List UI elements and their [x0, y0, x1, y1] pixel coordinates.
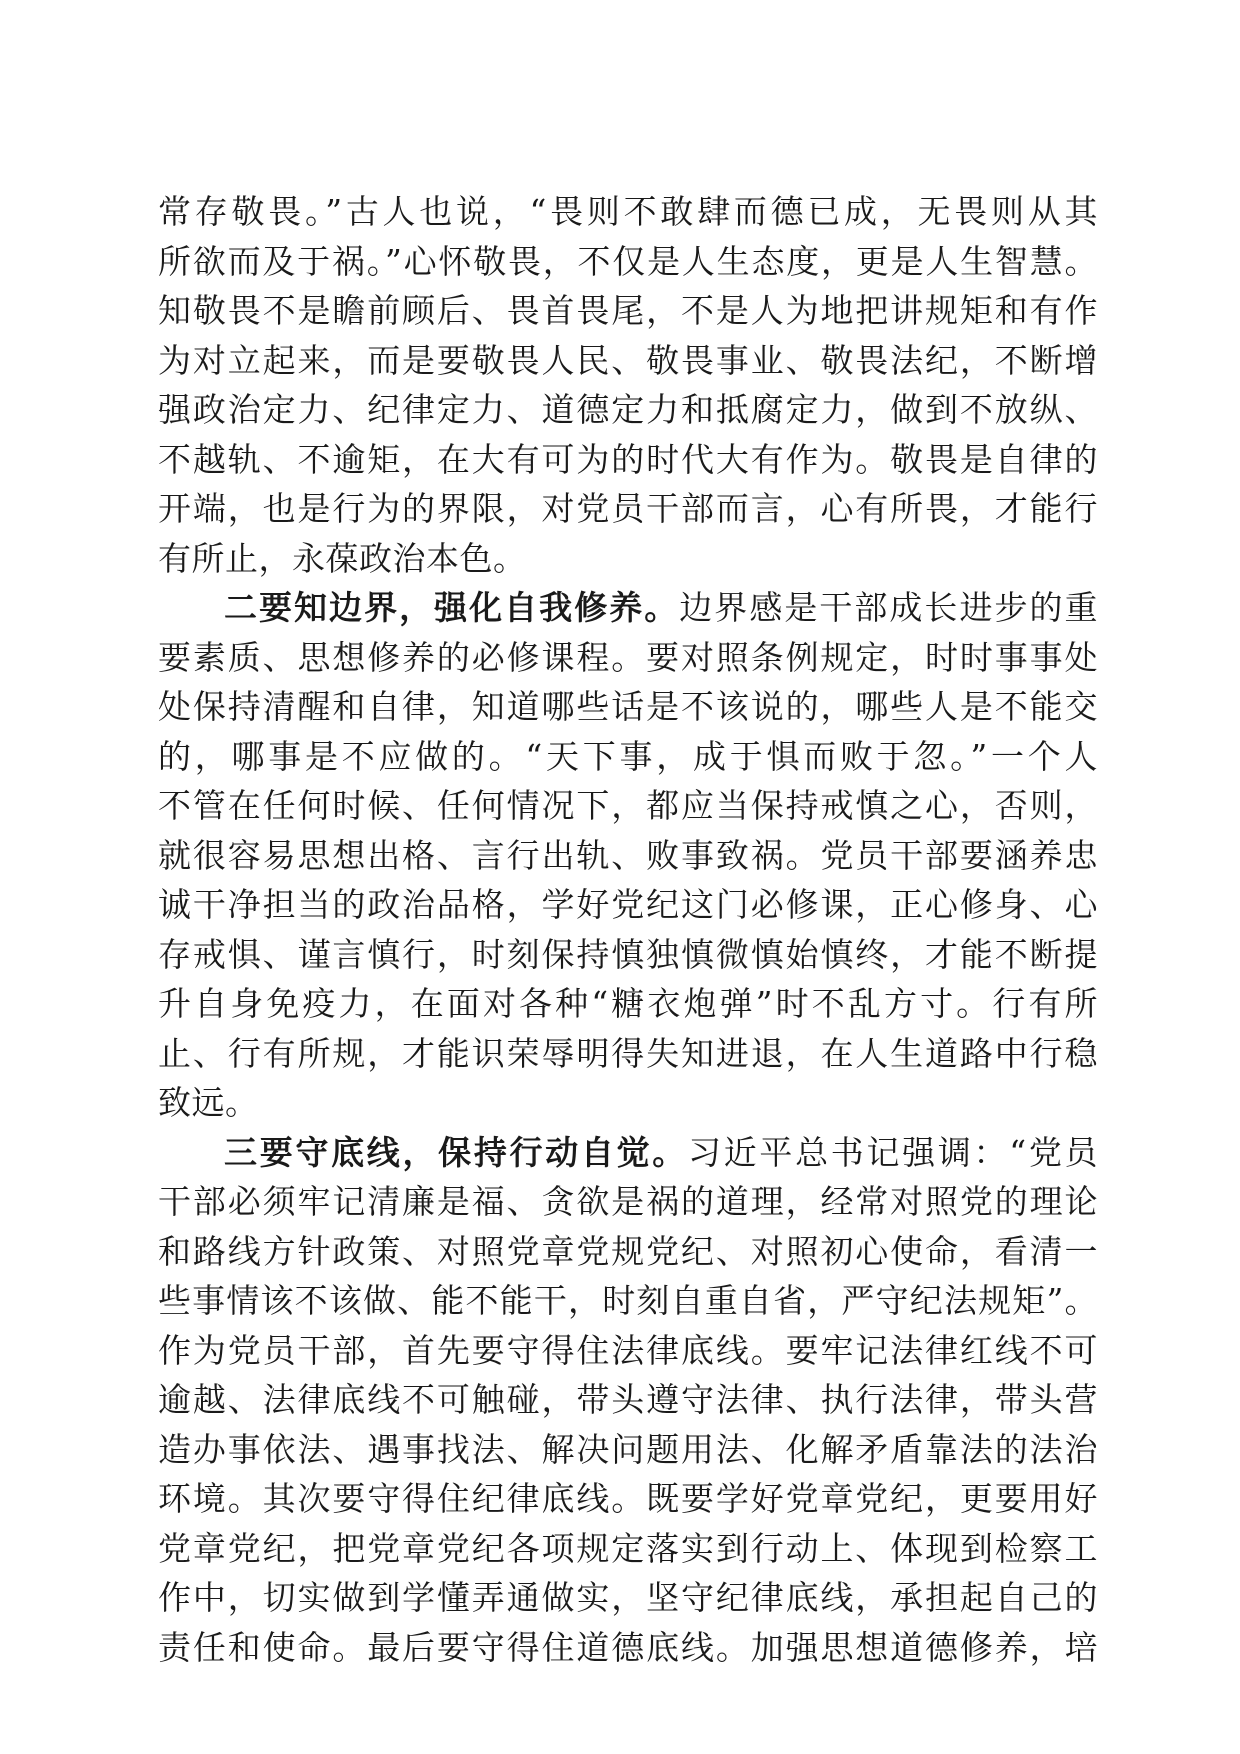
paragraph-first-line [158, 583, 1098, 633]
text-line: 强政治定力、纪律定力、道德定力和抵腐定力，做到不放纵、 [158, 390, 1098, 429]
text-line: 逾越、法律底线不可触碰，带头遵守法律、执行法律，带头营 [158, 1380, 1098, 1419]
text-line: 存戒惧、谨言慎行，时刻保持慎独慎微慎始慎终，才能不断提 [158, 934, 1098, 974]
text-line: 为对立起来，而是要敬畏人民、敬畏事业、敬畏法纪，不断增 [158, 340, 1098, 380]
text-line: 处保持清醒和自律，知道哪些话是不该说的，哪些人是不能交 [158, 687, 1098, 726]
text-line: 和路线方针政策、对照党章党规党纪、对照初心使命，看清一 [158, 1231, 1098, 1271]
text-line: 作中，切实做到学懂弄通做实，坚守纪律底线，承担起自己的 [158, 1578, 1098, 1617]
text-line: 开端，也是行为的界限，对党员干部而言，心有所畏，才能行 [158, 489, 1098, 528]
text-line: 升自身免疫力，在面对各种“糖衣炮弹”时不乱方寸。行有所 [158, 984, 1098, 1023]
paragraph-2 [158, 583, 1098, 1128]
text-line: 不越轨、不逾矩，在大有可为的时代大有作为。敬畏是自律的 [158, 439, 1098, 479]
section-heading: 二要知边界，强化自我修养。 [224, 588, 680, 627]
text-line: 环境。其次要守得住纪律底线。既要学好党章党纪，更要用好 [158, 1479, 1098, 1518]
text-line: 所欲而及于祸。”心怀敬畏，不仅是人生态度，更是人生智慧。 [158, 241, 1098, 281]
text-line: 造办事依法、遇事找法、解决问题用法、化解矛盾靠法的法治 [158, 1429, 1098, 1469]
text-line: 就很容易思想出格、言行出轨、败事致祸。党员干部要涵养忠 [158, 835, 1098, 875]
text-line: 常存敬畏。”古人也说，“畏则不敢肆而德已成，无畏则从其 [158, 192, 1098, 231]
text-line: 党章党纪，把党章党纪各项规定落实到行动上、体现到检察工 [158, 1528, 1098, 1568]
text-line: 作为党员干部，首先要守得住法律底线。要牢记法律红线不可 [158, 1330, 1098, 1370]
section-heading: 三要守底线，保持行动自觉。 [224, 1132, 689, 1172]
paragraph-first-line [158, 1128, 1098, 1178]
document-body [158, 187, 1098, 1672]
text-line: 的，哪事是不应做的。“天下事，成于惧而败于忽。”一个人 [158, 736, 1098, 776]
text-line: 知敬畏不是瞻前顾后、畏首畏尾，不是人为地把讲规矩和有作 [158, 291, 1098, 330]
text-run: 习近平总书记强调：“党员 [688, 1132, 1099, 1172]
paragraph-3 [158, 1128, 1098, 1673]
text-line: 致远。 [158, 1083, 259, 1122]
text-line: 要素质、思想修养的必修课程。要对照条例规定，时时事事处 [158, 637, 1098, 677]
text-line: 不管在任何时候、任何情况下，都应当保持戒慎之心，否则， [158, 786, 1098, 825]
text-line: 有所止，永葆政治本色。 [158, 538, 527, 578]
text-line: 止、行有所规，才能识荣辱明得失知进退，在人生道路中行稳 [158, 1033, 1098, 1073]
paragraph-1 [158, 187, 1098, 583]
text-line: 些事情该不该做、能不能干，时刻自重自省，严守纪法规矩”。 [158, 1281, 1098, 1320]
text-line: 诚干净担当的政治品格，学好党纪这门必修课，正心修身、心 [158, 885, 1098, 924]
text-line: 责任和使命。最后要守得住道德底线。加强思想道德修养，培 [158, 1627, 1098, 1667]
text-run: 边界感是干部成长进步的重 [679, 588, 1099, 627]
text-line: 干部必须牢记清廉是福、贪欲是祸的道理，经常对照党的理论 [158, 1182, 1098, 1221]
